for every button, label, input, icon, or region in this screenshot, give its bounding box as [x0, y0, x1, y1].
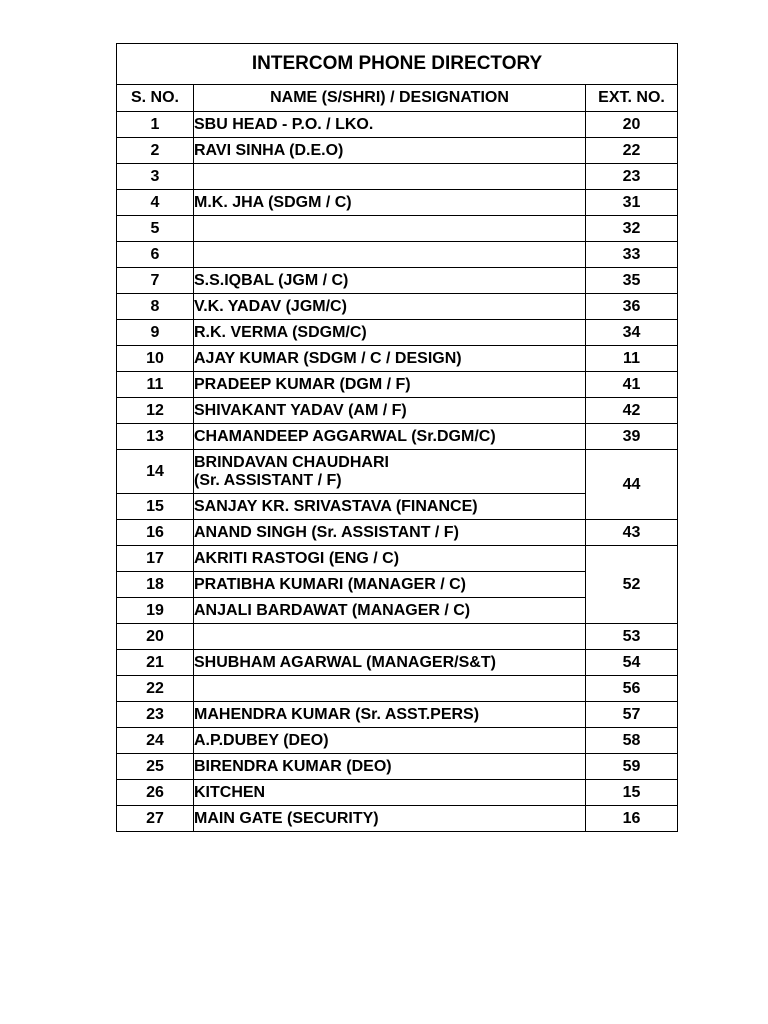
title-row [117, 44, 678, 85]
row-ext: 36 [586, 294, 678, 320]
header-sno: S. NO. [117, 85, 194, 112]
row-name: RAVI SINHA (D.E.O) [194, 138, 586, 164]
row-name: MAHENDRA KUMAR (Sr. ASST.PERS) [194, 702, 586, 728]
row-sno: 9 [117, 320, 194, 346]
row-ext: 39 [586, 424, 678, 450]
row-name: ANJALI BARDAWAT (MANAGER / C) [194, 598, 586, 624]
table-row [117, 450, 678, 494]
row-sno: 12 [117, 398, 194, 424]
row-name: SBU HEAD - P.O. / LKO. [194, 112, 586, 138]
row-sno: 15 [117, 494, 194, 520]
row-name: CHAMANDEEP AGGARWAL (Sr.DGM/C) [194, 424, 586, 450]
table-row [117, 780, 678, 806]
row-name: ANAND SINGH (Sr. ASSISTANT / F) [194, 520, 586, 546]
row-ext-merged: 52 [586, 546, 678, 624]
row-name: SHUBHAM AGARWAL (MANAGER/S&T) [194, 650, 586, 676]
row-name: KITCHEN [194, 780, 586, 806]
table-row [117, 138, 678, 164]
table-row [117, 424, 678, 450]
row-sno: 16 [117, 520, 194, 546]
row-name: S.S.IQBAL (JGM / C) [194, 268, 586, 294]
row-sno: 24 [117, 728, 194, 754]
table-row [117, 546, 678, 572]
table-row [117, 624, 678, 650]
table-row [117, 346, 678, 372]
table-row [117, 216, 678, 242]
row-name: SHIVAKANT YADAV (AM / F) [194, 398, 586, 424]
row-name: A.P.DUBEY (DEO) [194, 728, 586, 754]
header-name: NAME (S/SHRI) / DESIGNATION [194, 85, 586, 112]
table-row [117, 650, 678, 676]
row-ext: 11 [586, 346, 678, 372]
row-name: V.K. YADAV (JGM/C) [194, 294, 586, 320]
row-name: MAIN GATE (SECURITY) [194, 806, 586, 832]
row-sno: 26 [117, 780, 194, 806]
table-row [117, 728, 678, 754]
row-sno: 1 [117, 112, 194, 138]
row-sno: 5 [117, 216, 194, 242]
table-row [117, 398, 678, 424]
row-ext: 15 [586, 780, 678, 806]
row-ext: 23 [586, 164, 678, 190]
row-name: M.K. JHA (SDGM / C) [194, 190, 586, 216]
directory-title: INTERCOM PHONE DIRECTORY [117, 44, 678, 85]
row-name-line: BRINDAVAN CHAUDHARI [194, 453, 389, 471]
row-sno: 14 [117, 450, 194, 494]
table-row [117, 164, 678, 190]
row-sno: 4 [117, 190, 194, 216]
row-sno: 13 [117, 424, 194, 450]
table-row [117, 806, 678, 832]
row-ext: 57 [586, 702, 678, 728]
table-row [117, 676, 678, 702]
row-ext: 43 [586, 520, 678, 546]
row-name [194, 624, 586, 650]
row-ext-merged: 44 [586, 450, 678, 520]
row-ext: 22 [586, 138, 678, 164]
row-ext: 59 [586, 754, 678, 780]
table-row [117, 294, 678, 320]
row-sno: 6 [117, 242, 194, 268]
intercom-directory-table [116, 43, 678, 832]
row-sno: 19 [117, 598, 194, 624]
row-ext: 34 [586, 320, 678, 346]
table-row [117, 754, 678, 780]
row-name [194, 216, 586, 242]
header-row [117, 85, 678, 112]
row-name: AJAY KUMAR (SDGM / C / DESIGN) [194, 346, 586, 372]
table-row [117, 520, 678, 546]
row-sno: 3 [117, 164, 194, 190]
row-ext: 42 [586, 398, 678, 424]
row-ext: 20 [586, 112, 678, 138]
row-ext: 56 [586, 676, 678, 702]
table-row [117, 702, 678, 728]
row-sno: 27 [117, 806, 194, 832]
row-name [194, 676, 586, 702]
row-sno: 8 [117, 294, 194, 320]
row-ext: 53 [586, 624, 678, 650]
table-row [117, 268, 678, 294]
row-ext: 41 [586, 372, 678, 398]
row-ext: 54 [586, 650, 678, 676]
row-name: BIRENDRA KUMAR (DEO) [194, 754, 586, 780]
row-ext: 31 [586, 190, 678, 216]
row-name: PRATIBHA KUMARI (MANAGER / C) [194, 572, 586, 598]
row-name [194, 242, 586, 268]
header-ext: EXT. NO. [586, 85, 678, 112]
row-name: R.K. VERMA (SDGM/C) [194, 320, 586, 346]
row-sno: 25 [117, 754, 194, 780]
row-name: AKRITI RASTOGI (ENG / C) [194, 546, 586, 572]
row-name: PRADEEP KUMAR (DGM / F) [194, 372, 586, 398]
row-sno: 10 [117, 346, 194, 372]
row-sno: 22 [117, 676, 194, 702]
table-row [117, 112, 678, 138]
row-ext: 16 [586, 806, 678, 832]
row-sno: 17 [117, 546, 194, 572]
row-name [194, 164, 586, 190]
table-row [117, 372, 678, 398]
row-sno: 11 [117, 372, 194, 398]
table-row [117, 242, 678, 268]
row-name: SANJAY KR. SRIVASTAVA (FINANCE) [194, 494, 586, 520]
row-ext: 35 [586, 268, 678, 294]
row-sno: 18 [117, 572, 194, 598]
row-sno: 7 [117, 268, 194, 294]
row-ext: 32 [586, 216, 678, 242]
table-row [117, 190, 678, 216]
row-name-line: (Sr. ASSISTANT / F) [194, 471, 342, 489]
table-row [117, 320, 678, 346]
row-sno: 2 [117, 138, 194, 164]
row-ext: 58 [586, 728, 678, 754]
row-sno: 20 [117, 624, 194, 650]
row-sno: 21 [117, 650, 194, 676]
row-ext: 33 [586, 242, 678, 268]
row-sno: 23 [117, 702, 194, 728]
row-name [194, 450, 586, 494]
